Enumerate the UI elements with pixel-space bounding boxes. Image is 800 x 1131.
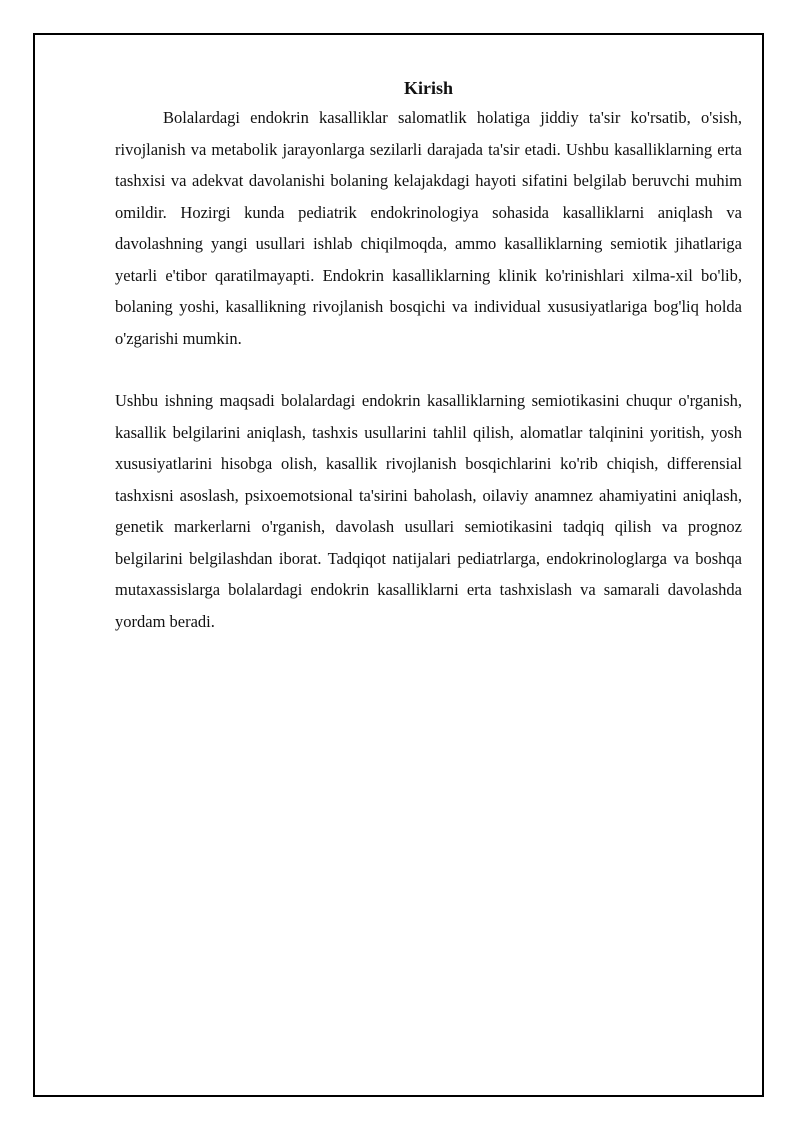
paragraph-purpose: Ushbu ishning maqsadi bolalardagi endokrin kasalliklarning semiotikasini chuqur o'rganish, kasallik belgilarini aniqlash, tashxis usullarini tahlil qilish, alomatlar talqinini yoritish, yosh xususiyatlarini hisobga olish, kasallik rivojlanish bosqichlarini ko'rib chiqish, differensial tashxisni asoslash, psixoemotsional ta'sirini baholash, oilaviy anamnez ahamiyatini aniqlash, genetik markerlarni o'rganish, davolash usullari semiotikasini tadqiq qilish va prognoz belgilarini belgilashdan iborat. Tadqiqot natijalari pediatrlarga, endokrinologlarga va boshqa mutaxassislarga bolalardagi endokrin kasalliklarni erta tashxislash va samarali davolashda yordam beradi. — [115, 391, 742, 631]
page-title: Kirish — [403, 78, 453, 98]
paragraph-intro: Bolalardagi endokrin kasalliklar salomatlik holatiga jiddiy ta'sir ko'rsatib, o'sish, rivojlanish va metabolik jarayonlarga sezilarli darajada ta'sir etadi. Ushbu kasalliklarning erta tashxisi va adekvat davolanishi bolaning kelajakdagi hayoti sifatini belgilab beruvchi muhim omildir. Hozirgi kunda pediatrik endokrinologiya sohasida kasalliklarni aniqlash va davolashning yangi usullari ishlab chiqilmoqda, ammo kasalliklarning semiotik jihatlariga yetarli e'tibor qaratilmayapti. Endokrin kasalliklarning klinik ko'rinishlari xilma-xil bo'lib, bolaning yoshi, kasallikning rivojlanish bosqichi va individual xususiyatlariga bog'liq holda o'zgarishi mumkin. — [115, 108, 742, 348]
page-content — [115, 74, 742, 637]
